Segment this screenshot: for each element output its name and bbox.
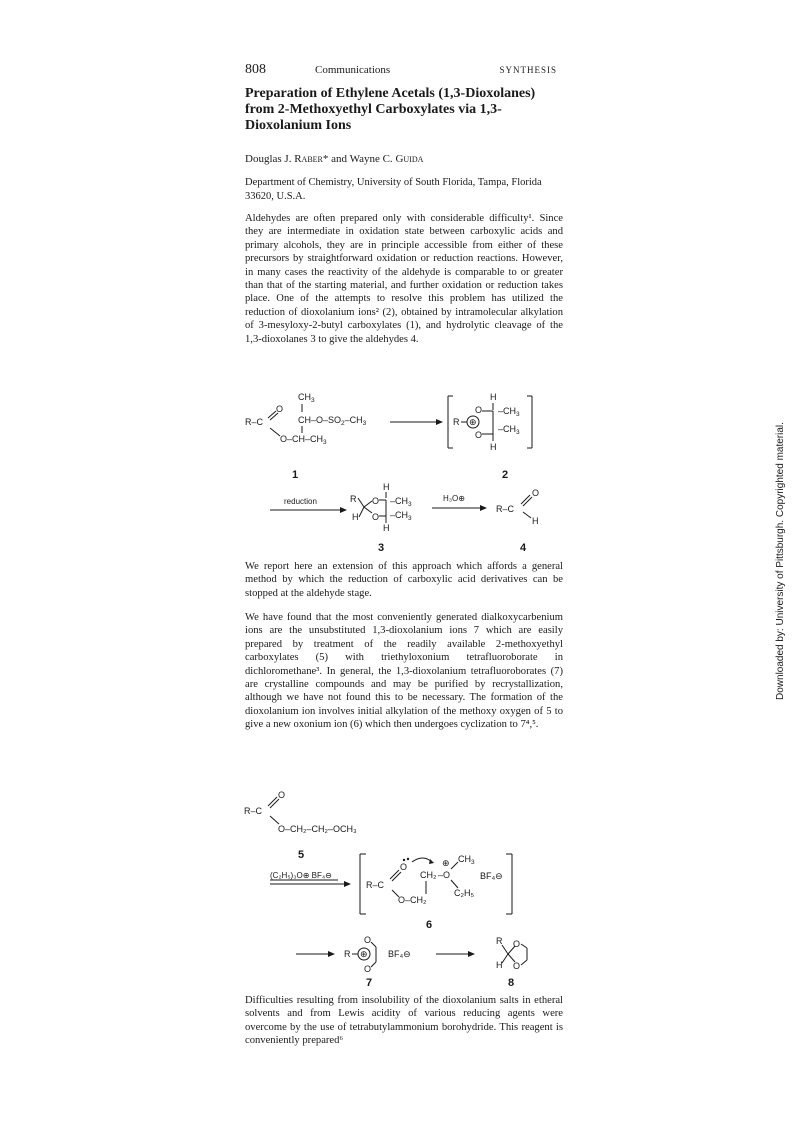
journal-name: SYNTHESIS	[499, 65, 557, 75]
paragraph-method: We have found that the most conveniently generated dialkoxycarbenium ions are the unsubstituted 1,3-dioxolanium ions 7 which are easily prepared by treatment of the readily available 2-methoxyethyl carboxylates (5) with triethyloxonium tetrafluoroborate in dichloromethane³. In general, the 1,3-dioxolanium tetrafluoroborates (7) are crystalline compounds and may be purified by recrystallization, although we have not found this to be necessary. The formation of the dioxolanium ion involves initial alkylation of the methoxy oxygen of 5 to give a new oxonium ion (6) which then undergoes cyclization to 7⁴,⁵.	[245, 612, 563, 731]
s6-ethyl: C₂H₅	[454, 888, 475, 898]
structure-4	[496, 488, 539, 554]
structure-2	[448, 392, 532, 481]
arrow-7-to-8-head	[468, 951, 475, 957]
alkylation-reagent-label: (C₂H₅)₃O⊕ BF₄⊖	[270, 871, 332, 880]
corresponding-author-marker: *	[322, 153, 329, 165]
s8-r: R	[496, 936, 503, 946]
author-2-last: Guida	[395, 153, 424, 165]
affiliation: Department of Chemistry, University of South Florida, Tampa, Florida 33620, U.S.A.	[245, 177, 542, 202]
s2-ch3-bottom: $-CH_3$	[498, 424, 520, 436]
compound-label-3: 3	[378, 542, 385, 554]
s5-ester-chain: O–CH₂–CH₂–OCH₃	[278, 824, 357, 834]
structure-1	[245, 392, 367, 481]
s3-o-top: O	[372, 496, 380, 506]
s1-r: R–C	[245, 417, 264, 427]
s6-bf4: BF₄⊖	[480, 871, 503, 881]
hydrolysis-reagent-label: H₃O⊕	[443, 494, 465, 503]
s4-r: R–C	[496, 504, 515, 514]
arrow-6-to-7-head	[328, 951, 335, 957]
s2-h-bottom: H	[490, 442, 497, 452]
s8-o-top: O	[513, 939, 521, 949]
s6-r: R–C	[366, 880, 385, 890]
s5-carbonyl-o: O	[278, 790, 286, 800]
article-title: Preparation of Ethylene Acetals (1,3-Dioxolanes) from 2-Methoxyethyl Carboxylates via 1,3-Dioxolanium Ions	[245, 86, 536, 133]
paragraph-objective: We report here an extension of this approach which affords a general method by which the reduction of carboxylic acid derivatives can be stopped at the aldehyde stage.	[245, 561, 563, 599]
s3-ch3-top: $-CH_3$	[390, 496, 412, 508]
structure-3	[350, 482, 412, 554]
s7-oplus: ⊕	[360, 949, 368, 959]
s6-ch3: $CH_3$	[458, 854, 475, 866]
author-1-first: Douglas J.	[245, 153, 295, 165]
s6-ester-o: O–CH₂	[398, 895, 427, 905]
arrow-hydrolysis-head	[480, 505, 487, 511]
reduction-label: reduction	[284, 497, 317, 506]
s1-carbonyl-o: O	[276, 404, 284, 414]
compound-label-8: 8	[508, 977, 515, 989]
s4-o: O	[532, 488, 540, 498]
structure-8	[496, 936, 527, 989]
arrow-1-to-2-head	[436, 419, 443, 425]
arrow-5-to-6-head	[344, 881, 351, 887]
s2-ch3-top: $-CH_3$	[498, 406, 520, 418]
structure-7	[344, 935, 411, 989]
compound-label-2: 2	[502, 469, 509, 481]
compound-label-7: 7	[366, 977, 373, 989]
compound-label-6: 6	[426, 919, 433, 931]
arrow-reduction-head	[340, 507, 347, 513]
s3-h-bottom: H	[383, 523, 390, 533]
compound-label-4: 4	[520, 542, 527, 554]
s8-h: H	[496, 960, 503, 970]
s6-oxonium-o: –O	[438, 870, 451, 880]
s6-oxonium-plus: ⊕	[442, 858, 450, 868]
paragraph-reduction: Difficulties resulting from insolubility of the dioxolanium salts in etheral solvents and from Lewis acidity of various reducing agents were overcome by the use of tetrabutylammonium borohydride. This reagent is conveniently prepared⁶	[245, 995, 563, 1047]
s2-r: R	[453, 417, 460, 427]
s7-o-top: O	[364, 935, 372, 945]
download-watermark: Downloaded by: University of Pittsburgh. Copyrighted material.	[775, 422, 786, 700]
s3-ch3-bottom: $-CH_3$	[390, 510, 412, 522]
s7-o-bottom: O	[364, 964, 372, 974]
author-1-last: Raber	[294, 153, 323, 165]
s1-ester-chain: $O-CH-CH_3$	[280, 434, 327, 446]
s6-carbonyl-o: O	[400, 862, 408, 872]
s3-h-left: H	[352, 512, 359, 522]
s7-bf4: BF₄⊖	[388, 949, 411, 959]
structure-5	[244, 790, 357, 861]
reaction-scheme-2	[240, 782, 560, 988]
author-line	[245, 152, 563, 166]
structure-6	[360, 854, 512, 931]
author-join: and Wayne C.	[328, 153, 396, 165]
s5-r: R–C	[244, 806, 263, 816]
compound-label-1: 1	[292, 469, 299, 481]
s2-o-bottom: O	[475, 430, 483, 440]
s3-r: R	[350, 494, 357, 504]
paragraph-intro: Aldehydes are often prepared only with considerable difficulty¹. Since they are intermediate in oxidation state between carboxylic acids and primary alcohols, they are in principle accessible from either of these precursors by straightforward oxidation or reduction reactions. However, in many cases the reactivity of the aldehyde is comparable to or greater than that of the starting material, and further oxidation or reduction takes place. One of the attempts to resolve this problem has utilized the reduction of dioxolanium ions² (2), obtained by intramolecular alkylation of 3-mesyloxy-2-butyl carboxylates (1), and hydrolytic cleavage of the 1,3-dioxolanes 3 to give the aldehydes 4.	[245, 213, 563, 345]
compound-label-5: 5	[298, 849, 305, 861]
s4-h: H	[532, 516, 539, 526]
s2-oplus: ⊕	[469, 417, 477, 427]
s3-h-top: H	[383, 482, 390, 492]
s7-r: R	[344, 949, 351, 959]
s2-h-top: H	[490, 392, 497, 402]
running-head	[245, 62, 557, 78]
section-name: Communications	[315, 64, 391, 76]
page-number: 808	[245, 62, 266, 77]
s1-mesyl: $CH-O-SO_2-CH_3$	[298, 415, 367, 427]
s1-ch3-top: $CH_3$	[298, 392, 315, 404]
s8-o-bottom: O	[513, 961, 521, 971]
s2-o-top: O	[475, 405, 483, 415]
s6-ch2-top: CH₂	[420, 870, 437, 880]
s3-o-bottom: O	[372, 512, 380, 522]
reaction-scheme-1	[240, 380, 560, 552]
